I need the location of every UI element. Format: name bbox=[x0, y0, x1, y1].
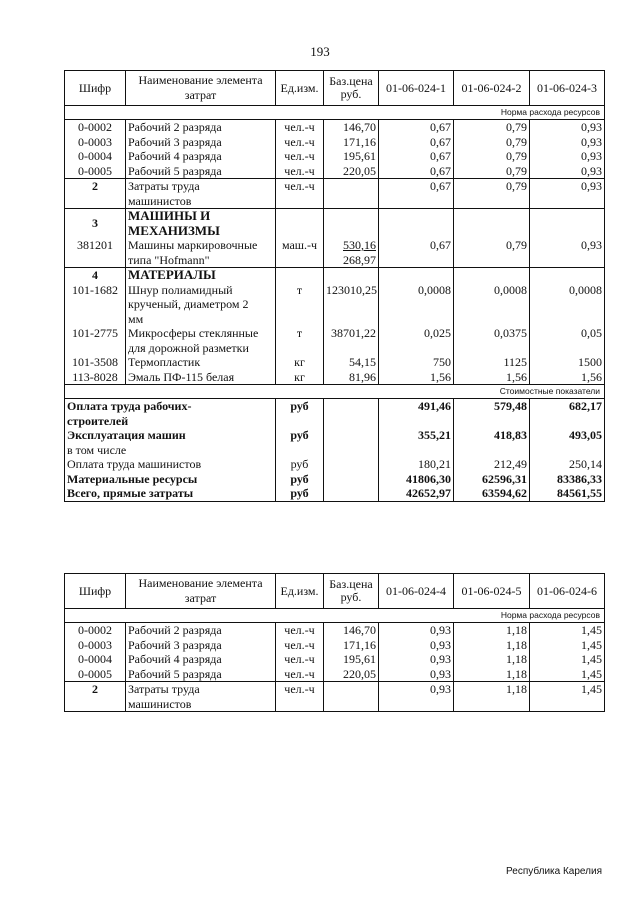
cell-code: 3 bbox=[65, 209, 126, 239]
cell-value: 0,05 bbox=[530, 326, 605, 355]
table-row-labor bbox=[65, 682, 605, 712]
cell-value: 0,0008 bbox=[379, 283, 454, 327]
cell-value: 0,0008 bbox=[454, 283, 530, 327]
cell-value: 0,93 bbox=[530, 238, 605, 268]
cell-value: 0,79 bbox=[454, 135, 530, 150]
labor-name-line-2: машинистов bbox=[128, 193, 192, 208]
cell-value: 0,67 bbox=[379, 179, 454, 209]
cell-value: 0,93 bbox=[530, 135, 605, 150]
cell-name: Рабочий 3 разряда bbox=[126, 638, 276, 653]
cell-value: 1,18 bbox=[454, 652, 530, 667]
cost-label: в том числе bbox=[65, 443, 276, 458]
cell-unit: чел.-ч bbox=[276, 623, 324, 638]
table-row bbox=[65, 149, 605, 164]
cell-name: Рабочий 5 разряда bbox=[126, 667, 276, 682]
material-name-line-2: для дорожной разметки bbox=[128, 340, 249, 355]
cell-name: Термопластик bbox=[126, 355, 276, 370]
cost-label: Эксплуатация машин bbox=[65, 428, 276, 443]
table-row bbox=[65, 238, 605, 268]
cell-price: 123010,25 bbox=[324, 283, 379, 327]
cell-value: 579,48 bbox=[454, 399, 530, 429]
group-title: МАТЕРИАЛЫ bbox=[126, 268, 276, 283]
cell-price: 54,15 bbox=[324, 355, 379, 370]
cell-value: 0,67 bbox=[379, 135, 454, 150]
cell-value: 0,93 bbox=[379, 667, 454, 682]
cell-unit: чел.-ч bbox=[276, 164, 324, 179]
cell-name bbox=[126, 682, 276, 712]
machine-name-line-2: типа "Hofmann" bbox=[128, 252, 210, 267]
page-number: 193 bbox=[310, 44, 330, 59]
cell-name: Рабочий 5 разряда bbox=[126, 164, 276, 179]
cell-value: 1125 bbox=[454, 355, 530, 370]
section-resources-label: Норма расхода ресурсов bbox=[65, 609, 605, 623]
cell-price: 220,05 bbox=[324, 164, 379, 179]
cell-value: 0,79 bbox=[454, 179, 530, 209]
cell-name bbox=[126, 179, 276, 209]
group-title-line-1: МАШИНЫ И bbox=[128, 208, 211, 223]
cell-value: 493,05 bbox=[530, 428, 605, 443]
cell-value: 1,45 bbox=[530, 652, 605, 667]
header-col-1: 01-06-024-1 bbox=[379, 71, 454, 106]
cell-value: 0,93 bbox=[530, 120, 605, 135]
cell-value: 83386,33 bbox=[530, 472, 605, 487]
cell-value: 1,45 bbox=[530, 682, 605, 712]
group-title-line-2: МЕХАНИЗМЫ bbox=[128, 222, 220, 238]
cell-value: 0,67 bbox=[379, 238, 454, 268]
cell-value: 1,56 bbox=[454, 370, 530, 385]
cell-value: 0,93 bbox=[379, 652, 454, 667]
cell-code: 0-0005 bbox=[65, 667, 126, 682]
cell-value: 63594,62 bbox=[454, 486, 530, 501]
cell-value: 750 bbox=[379, 355, 454, 370]
header-price: Баз.цена руб. bbox=[324, 574, 379, 609]
header-code: Шифр bbox=[65, 574, 126, 609]
cell-value: 0,79 bbox=[454, 238, 530, 268]
cell-unit: т bbox=[276, 326, 324, 355]
cell-value: 84561,55 bbox=[530, 486, 605, 501]
cell-price: 146,70 bbox=[324, 120, 379, 135]
cell-unit: чел.-ч bbox=[276, 120, 324, 135]
cell-price: 171,16 bbox=[324, 638, 379, 653]
cell-code: 0-0005 bbox=[65, 164, 126, 179]
cell-value: 1,18 bbox=[454, 667, 530, 682]
labor-name-line-1: Затраты труда bbox=[128, 682, 200, 696]
cell-code: 0-0004 bbox=[65, 149, 126, 164]
resource-table-2 bbox=[64, 573, 605, 712]
cell-value: 0,67 bbox=[379, 120, 454, 135]
cell-unit: руб bbox=[276, 472, 324, 487]
cell-unit: руб bbox=[276, 428, 324, 443]
footer-region: Республика Карелия bbox=[506, 866, 602, 877]
table-row bbox=[65, 120, 605, 135]
table-row bbox=[65, 164, 605, 179]
cell-code: 0-0002 bbox=[65, 120, 126, 135]
cell-code: 101-1682 bbox=[65, 283, 126, 327]
material-name-line-1: Микросферы стеклянные bbox=[128, 326, 259, 340]
cell-value: 0,93 bbox=[379, 682, 454, 712]
machine-price-2: 268,97 bbox=[343, 252, 376, 267]
cell-value: 1,18 bbox=[454, 682, 530, 712]
table-row bbox=[65, 355, 605, 370]
cell-name: Рабочий 4 разряда bbox=[126, 652, 276, 667]
cell-unit: руб bbox=[276, 457, 324, 472]
table-header-row bbox=[65, 71, 605, 106]
cell-value: 0,67 bbox=[379, 164, 454, 179]
cell-value: 0,67 bbox=[379, 149, 454, 164]
section-costs-row bbox=[65, 385, 605, 399]
machine-name-line-1: Машины маркировочные bbox=[128, 238, 258, 252]
header-code: Шифр bbox=[65, 71, 126, 106]
cell-value: 0,0008 bbox=[530, 283, 605, 327]
cell-code: 101-2775 bbox=[65, 326, 126, 355]
cell-unit: чел.-ч bbox=[276, 652, 324, 667]
material-name-line-1: Шнур полиамидный bbox=[128, 282, 233, 297]
cell-price: 195,61 bbox=[324, 652, 379, 667]
cell-unit: чел.-ч bbox=[276, 135, 324, 150]
cell-unit: чел.-ч bbox=[276, 682, 324, 712]
cell-value: 212,49 bbox=[454, 457, 530, 472]
cost-label bbox=[65, 399, 276, 429]
cell-value: 0,93 bbox=[379, 623, 454, 638]
cell-name bbox=[126, 238, 276, 268]
header-col-5: 01-06-024-5 bbox=[454, 574, 530, 609]
labor-name-line-1: Затраты труда bbox=[128, 179, 200, 193]
cell-code: 101-3508 bbox=[65, 355, 126, 370]
cell-unit: руб bbox=[276, 399, 324, 429]
cell-unit: чел.-ч bbox=[276, 667, 324, 682]
table-row bbox=[65, 623, 605, 638]
cell-code: 0-0004 bbox=[65, 652, 126, 667]
header-name: Наименование элемента затрат bbox=[126, 574, 276, 609]
cell-value: 41806,30 bbox=[379, 472, 454, 487]
section-resources-row bbox=[65, 106, 605, 120]
cost-row-machinists bbox=[65, 457, 605, 472]
cost-row-total bbox=[65, 486, 605, 501]
cell-value: 1,45 bbox=[530, 667, 605, 682]
cell-name: Рабочий 4 разряда bbox=[126, 149, 276, 164]
machine-price-1: 530,16 bbox=[343, 238, 376, 252]
cell-price: 171,16 bbox=[324, 135, 379, 150]
cost-row-materials bbox=[65, 472, 605, 487]
table-row bbox=[65, 652, 605, 667]
resource-table-1 bbox=[64, 70, 605, 502]
cell-code: 0-0003 bbox=[65, 135, 126, 150]
material-name-line-2: крученый, диаметром 2 bbox=[128, 297, 249, 311]
table-row bbox=[65, 326, 605, 355]
header-unit: Ед.изм. bbox=[276, 71, 324, 106]
group-heading-materials bbox=[65, 268, 605, 283]
header-col-3: 01-06-024-3 bbox=[530, 71, 605, 106]
cell-value: 0,79 bbox=[454, 149, 530, 164]
section-costs-label: Стоимостные показатели bbox=[65, 385, 605, 399]
cell-value: 355,21 bbox=[379, 428, 454, 443]
cell-value: 0,93 bbox=[379, 638, 454, 653]
cell-code: 381201 bbox=[65, 238, 126, 268]
cell-unit: кг bbox=[276, 355, 324, 370]
cell-value: 0,93 bbox=[530, 149, 605, 164]
cell-name: Рабочий 3 разряда bbox=[126, 135, 276, 150]
cell-value: 180,21 bbox=[379, 457, 454, 472]
cell-code: 2 bbox=[65, 179, 126, 209]
cell-code: 113-8028 bbox=[65, 370, 126, 385]
table-row bbox=[65, 667, 605, 682]
cell-value: 491,46 bbox=[379, 399, 454, 429]
header-name: Наименование элемента затрат bbox=[126, 71, 276, 106]
table-row bbox=[65, 283, 605, 327]
cell-value: 62596,31 bbox=[454, 472, 530, 487]
group-title bbox=[126, 209, 276, 239]
section-resources-label: Норма расхода ресурсов bbox=[65, 106, 605, 120]
cell-code: 0-0003 bbox=[65, 638, 126, 653]
group-heading-machines bbox=[65, 209, 605, 239]
cost-row-incl bbox=[65, 443, 605, 458]
cell-unit: маш.-ч bbox=[276, 238, 324, 268]
cell-value: 1,56 bbox=[379, 370, 454, 385]
cost-label: Всего, прямые затраты bbox=[65, 486, 276, 501]
cell-value: 418,83 bbox=[454, 428, 530, 443]
labor-name-line-2: машинистов bbox=[128, 696, 192, 711]
cost-label: Материальные ресурсы bbox=[65, 472, 276, 487]
header-col-2: 01-06-024-2 bbox=[454, 71, 530, 106]
table-header-row bbox=[65, 574, 605, 609]
cell-value: 250,14 bbox=[530, 457, 605, 472]
header-col-4: 01-06-024-4 bbox=[379, 574, 454, 609]
cost-label-line-2: строителей bbox=[67, 413, 129, 428]
cell-price: 81,96 bbox=[324, 370, 379, 385]
cell-code: 2 bbox=[65, 682, 126, 712]
material-name-line-3: мм bbox=[128, 311, 144, 326]
cell-value: 1500 bbox=[530, 355, 605, 370]
cell-value: 42652,97 bbox=[379, 486, 454, 501]
cost-label-line-1: Оплата труда рабочих- bbox=[67, 399, 192, 413]
cell-unit: руб bbox=[276, 486, 324, 501]
cell-value: 0,0375 bbox=[454, 326, 530, 355]
cell-name: Рабочий 2 разряда bbox=[126, 623, 276, 638]
cell-code: 0-0002 bbox=[65, 623, 126, 638]
table-row bbox=[65, 135, 605, 150]
cell-name: Рабочий 2 разряда bbox=[126, 120, 276, 135]
cell-value: 0,025 bbox=[379, 326, 454, 355]
cell-value: 0,93 bbox=[530, 179, 605, 209]
header-col-6: 01-06-024-6 bbox=[530, 574, 605, 609]
header-unit: Ед.изм. bbox=[276, 574, 324, 609]
cell-value: 1,18 bbox=[454, 638, 530, 653]
header-price: Баз.цена руб. bbox=[324, 71, 379, 106]
cell-name bbox=[126, 283, 276, 327]
cell-value: 1,18 bbox=[454, 623, 530, 638]
cell-unit: кг bbox=[276, 370, 324, 385]
cell-unit: чел.-ч bbox=[276, 638, 324, 653]
cell-price bbox=[324, 682, 379, 712]
table-row bbox=[65, 638, 605, 653]
section-resources-row bbox=[65, 609, 605, 623]
cell-value: 0,93 bbox=[530, 164, 605, 179]
cell-value: 0,79 bbox=[454, 120, 530, 135]
cost-row-machines bbox=[65, 428, 605, 443]
cell-value: 682,17 bbox=[530, 399, 605, 429]
cell-value: 1,45 bbox=[530, 623, 605, 638]
cell-price bbox=[324, 238, 379, 268]
cell-value: 0,79 bbox=[454, 164, 530, 179]
cost-label: Оплата труда машинистов bbox=[65, 457, 276, 472]
cost-row-workers-pay bbox=[65, 399, 605, 429]
cell-name bbox=[126, 326, 276, 355]
cell-value: 1,56 bbox=[530, 370, 605, 385]
cell-price: 146,70 bbox=[324, 623, 379, 638]
cell-price: 195,61 bbox=[324, 149, 379, 164]
cell-unit: чел.-ч bbox=[276, 179, 324, 209]
cell-price: 220,05 bbox=[324, 667, 379, 682]
cell-price bbox=[324, 179, 379, 209]
cell-value: 1,45 bbox=[530, 638, 605, 653]
cell-code: 4 bbox=[65, 268, 126, 283]
cell-price: 38701,22 bbox=[324, 326, 379, 355]
cell-name: Эмаль ПФ-115 белая bbox=[126, 370, 276, 385]
cell-unit: т bbox=[276, 283, 324, 327]
table-row-labor bbox=[65, 179, 605, 209]
cell-unit: чел.-ч bbox=[276, 149, 324, 164]
table-row bbox=[65, 370, 605, 385]
